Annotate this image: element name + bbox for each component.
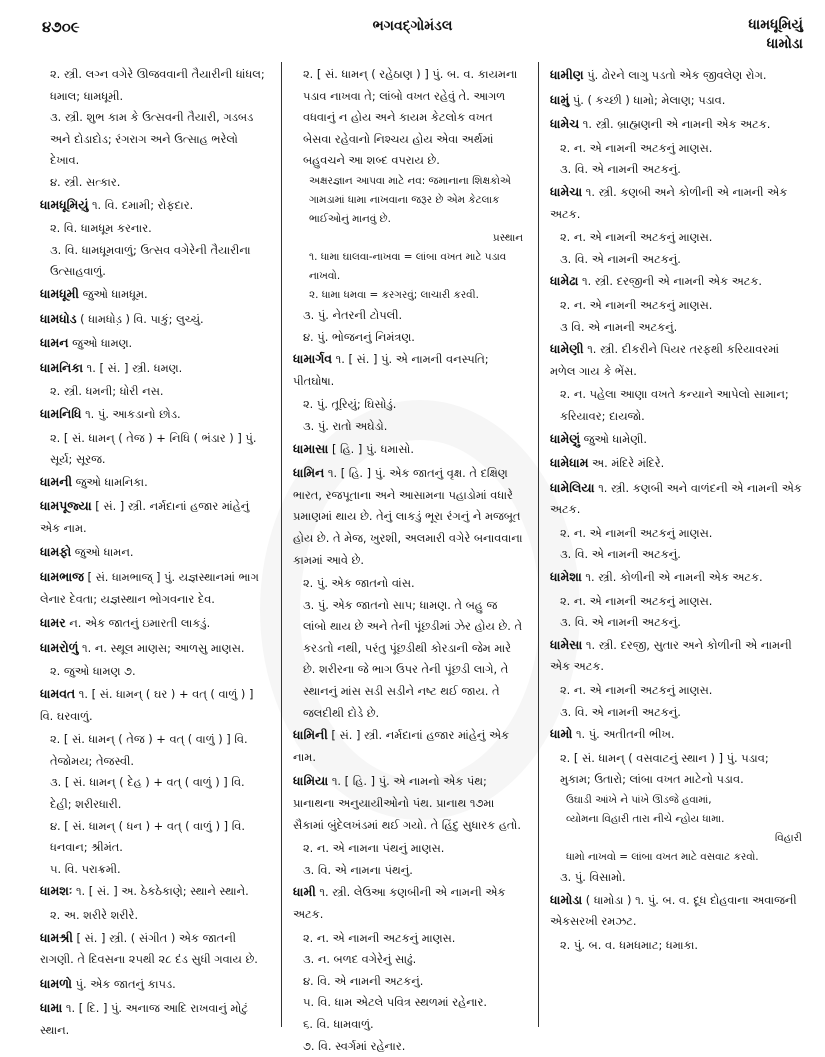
sense-definition: ૨. [ સં. ધામન્ ( તેજ ) + નિધિ ( ભંડાર ) ] પું. સૂર્ય; સૂરજ. (50, 430, 257, 467)
sense-definition: ૨. ન. એ નામની અટકનું માણસ. (560, 230, 713, 245)
definition: ન. એક જાતનું ઇમારતી લાકડું. (65, 616, 211, 631)
column-right (550, 64, 802, 956)
sense-definition: ૩. વિ. એ નામની અટકનું. (560, 704, 681, 719)
sense-definition: ૪. પું. ભોજનનું નિમંત્રણ. (303, 329, 415, 344)
dictionary-entry (40, 973, 265, 996)
sense-definition: ૩. વિ. ધામધૂમવાળું; ઉત્સવ વગેરેની તૈયારીના ઉત્સાહવાળું. (50, 242, 251, 279)
definition: પું. ( કચ્છી ) ધામો; મેલાણ; પડાવ. (569, 92, 726, 107)
dictionary-entry (40, 283, 265, 306)
headword: ધામું (550, 91, 570, 107)
dictionary-entry (40, 927, 265, 971)
dictionary-entry (293, 770, 523, 836)
headword: ધામેશા (550, 569, 582, 585)
headword: ધામપૂજ્યા (40, 498, 92, 514)
dictionary-entry (293, 881, 523, 925)
sense-definition: ૨. જુઓ ધામણ ૭. (50, 664, 136, 679)
sense-definition: ૨. ન. એ નામની અટકનું માણસ. (560, 297, 713, 312)
dictionary-entry (550, 270, 802, 293)
usage-quote: અક્ષરજ્ઞાન આપવા માટે નવ: જમાનાના શિક્ષકોએ ગામડામાં ધામા નાખવાના જરૂર છે એમ કેટલાક ભાઈઓનું માનવું છે. (309, 174, 511, 225)
definition: જુઓ ધામણ. (68, 336, 133, 351)
column-divider (538, 62, 539, 1027)
column-middle (293, 64, 523, 1057)
sense-definition: ૩. પું. રાતો અઘેડો. (303, 418, 388, 433)
dictionary-entry (293, 438, 523, 461)
dictionary-entry (550, 477, 802, 521)
definition: ૧. પું. આકડાનો છોડ. (81, 406, 181, 421)
headword: ધામધૂમિયું (40, 196, 89, 212)
headword: ધામિની (293, 727, 328, 743)
headword: ધામન (40, 335, 69, 351)
dictionary-entry (40, 880, 265, 903)
headword: ધામેઢા (550, 273, 579, 289)
sense-definition: ૪. સ્ત્રી. સત્કાર. (50, 174, 121, 189)
sense-definition: ૨. [ સં. ધામન્ ( તેજ ) + વત્ ( વાળું ) ] વિ. તેજોમય; તેજસ્વી. (50, 732, 248, 768)
definition: જુઓ ધામેણી. (580, 431, 648, 446)
sense-definition: ૩. વિ. એ નામની અટકનું. (560, 251, 681, 266)
quote-source: વિહારી (774, 832, 802, 844)
headword: ધામોડા (550, 891, 583, 907)
headword: ધામેણું (550, 430, 581, 446)
dictionary-entry (40, 194, 265, 217)
sense-definition: ૨. પું. બ. વ. ધમધમાટ; ધમાકા. (560, 937, 699, 952)
sense-definition: ૨. સ્ત્રી. લગ્ન વગેરે ઊજવવાની તૈયારીની ધાંધલ; ધમાલ; ધામધૂમી. (50, 67, 265, 103)
definition: ( ધામોડા ) ૧. પું. બ. વ. દૂધ દોહવાના અવાજની એકસરખી રમઝટ. (550, 892, 797, 929)
definition: ૧. સ્ત્રી. દીકરીને પિયર તરફથી કરિયાવરમાં મળેલ ગાય કે ભેંસ. (550, 342, 780, 378)
sense-definition: ૪. વિ. એ નામની અટકનું. (303, 973, 424, 988)
definition: [ હિ. ] પું. ધમાસો. (328, 441, 414, 456)
dictionary-entry (40, 495, 265, 539)
sense-definition: ૩. વિ. એ નામની અટકનું. (560, 547, 681, 562)
dictionary-entry (40, 403, 265, 426)
headword: ધામેચ (550, 116, 580, 132)
sense-definition: ૨. ન. એ નામની અટકનું માણસ. (560, 683, 713, 698)
headword: ધામાર્ગવ (293, 351, 333, 367)
headword: ધામો (550, 726, 573, 742)
definition: [ સં. ] સ્ત્રી. નર્મદાનાં હજાર માંહેનું એક નામ. (293, 728, 510, 764)
column-divider (281, 62, 282, 1027)
column-left (40, 64, 265, 1044)
quote-source: પ્રસ્થાન (492, 231, 523, 244)
sense-definition: ૩. પું. નેતરની ટોપલી. (303, 307, 403, 322)
sense-definition: ૨. [ સં. ધામન્ ( રહેઠાણ ) ] પું. બ. વ. કાયમના પડાવ નાખવા તે; લાંબો વખત રહેવું તે. આગળ વધવાનું ન હોય અને કાયમ કેટલોક વખત બેસવા રહેવાનો નિશ્ચય હોય એવા અર્થમાં બહુવચને આ શબ્દ વપરાય છે. (303, 67, 518, 168)
headword: ધામનિધિ (40, 405, 82, 421)
page-header (0, 0, 825, 60)
usage-quote: ધામો નાખવો = લાંબા વખત માટે વસવાટ કરવો. (566, 851, 759, 863)
definition: પું. એક જાતનું કાપડ. (71, 976, 176, 991)
sense-definition: ૩. વિ. એ નામની અટકનું. (560, 615, 681, 630)
definition: ( ધામધોડ઼ ) વિ. પાકું; લુચ્ચું. (76, 311, 204, 326)
definition: [ સં. ] સ્ત્રી. ( સંગીત ) એક જાતની રાગણી. તે દિવસના ૨૫થી ૨૮ દંડ સુધી ગવાય છે. (40, 930, 258, 967)
dictionary-entry (40, 357, 265, 380)
headword: ધામાસા (293, 440, 329, 456)
definition: [ સં. ] સ્ત્રી. નર્મદાનાં હજાર માંહેનું એક નામ. (40, 499, 250, 535)
definition: જુઓ ધામનિકા. (72, 474, 148, 489)
dictionary-entry (550, 113, 802, 136)
usage-quote: વ્યોમના વિહારી તારા નીચે ન્હોય ધામા. (566, 813, 725, 825)
headword: ધામશ્રી (40, 929, 73, 945)
dictionary-entry (40, 566, 265, 610)
definition: ૧. સ્ત્રી. કોળીની એ નામની એક અટક. (581, 570, 763, 585)
dictionary-entry (550, 181, 802, 225)
definition: ૧. [ હિ. ] પું. એ નામનો એક પંથ; પ્રાનાથના અનુયાયીઓનો પંથ. પ્રાનાથ ૧૭મા સૈકામાં બુંદેલખંડમાં થઈ ગયો. તે હિંદુ સુધારક હતો. (293, 774, 521, 832)
sense-definition: ૨. ન. પહેલા આણા વખતે કન્યાને આપેલો સામાન; કરિયાવર; દાયજો. (560, 387, 789, 423)
sense-definition: ૨. ન. એ નામની અટકનું માણસ. (560, 525, 713, 540)
dictionary-entry (550, 428, 802, 451)
sense-definition: ૨. [ સં. ધામન્ ( વસવાટનું સ્થાન ) ] પું. પડાવ; મુકામ; ઉતારો; લાંબા વખત માટેનો પડાવ. (560, 750, 769, 787)
headword: ધામશઃ (40, 883, 73, 899)
sense-definition: ૨. ન. એ નામની અટકનું માણસ. (560, 140, 713, 155)
headword: ધામી (293, 884, 316, 900)
guide-word-first: ધામધૂમિયું (748, 17, 803, 33)
dictionary-entry (40, 612, 265, 635)
sense-definition: ૩. વિ. એ નામના પંથનું. (303, 862, 413, 877)
definition: ૧. [ હિ. ] પું. એક જાતનું વૃક્ષ. તે દક્ષિણ ભારત, રજપૂતાના અને આસામના પહાડોમાં વધારે પ્રમાણમાં થાય છે. તેનું લાકડું ભૂરા રંગનું ને મજબૂત હોય છે. તે મેજ, ખુરશી, અલમારી વગેરે બનાવવાના કામમાં આવે છે. (293, 466, 523, 567)
sense-definition: ૨. સ્ત્રી. ધમની; ધોરી નસ. (50, 384, 164, 399)
running-title: ભગવદ્ગોમંડલ (372, 18, 453, 34)
dictionary-entry (40, 683, 265, 727)
definition: ૧. [ સં. ] સ્ત્રી. ધમણ. (83, 360, 183, 375)
headword: ધામધૂમી (40, 285, 79, 301)
sense-definition: ૩ વિ. એ નામની અટકનું. (560, 319, 678, 334)
dictionary-entry (550, 338, 802, 382)
headword: ધામભાજ (40, 569, 84, 585)
headword: ધામનિકા (40, 359, 84, 375)
usage-quote: ૧. ધામા ઘાલવા-નાખવા = લાંબા વખત માટે પડાવ નાખવો. (309, 250, 507, 282)
sense-definition: ૩. ન. બળદ વગેરેનું સાઢું. (303, 952, 417, 967)
definition: ૧. સ્ત્રી. દરજી, સુતાર અને કોળીની એ નામની એક અટક. (550, 637, 792, 674)
definition: ૧. [ સં. ધામન્ ( ઘર ) + વત્ ( વાળું ) ] વિ. ઘરવાળું. (40, 687, 254, 723)
sense-definition: ૫. વિ. પરાક્રમી. (50, 861, 121, 876)
dictionary-entry (550, 634, 802, 678)
definition: ૧. વિ. દમામી; રોફદાર. (88, 197, 194, 212)
headword: ધામીણ (550, 67, 584, 82)
definition: ૧. સ્ત્રી. કણબી અને વાળંદની એ નામની એક અટક. (550, 480, 802, 517)
dictionary-entry (40, 471, 265, 494)
headword: ધામેચા (550, 183, 583, 199)
definition: ૧. સ્ત્રી. લેઉઆ કણબીની એ નામની એક અટક. (293, 885, 506, 921)
guide-words (748, 16, 803, 54)
headword: ધામિયા (293, 773, 329, 789)
sense-definition: ૨. વિ. ધામધૂમ કરનાર. (50, 221, 152, 236)
guide-word-last: ધામોડા (766, 36, 803, 52)
sense-definition: ૨. પું. તૂરિયું; ઘિસોડું. (303, 397, 397, 412)
definition: ૧. [ સં. ] પું. એ નામની વનસ્પતિ; પીતઘોષા. (293, 352, 489, 388)
definition: ૧. [ દિ. ] પું. અનાજ આદિ રાખવાનું મોટું સ્થાન. (40, 1001, 248, 1037)
definition: અ. મંદિરે મંદિરે. (588, 456, 665, 471)
sense-definition: ૨. પું. એક જાતનો વાંસ. (303, 576, 415, 591)
definition: જુઓ ધામધૂમ. (78, 286, 148, 301)
dictionary-entry (40, 541, 265, 564)
headword: ધામર (40, 615, 66, 631)
headword: ધામરોળું (40, 639, 79, 655)
definition: ૧. પું. અતીતની ભીખ. (572, 727, 675, 742)
sense-definition: ૩. પું. વિસામો. (560, 870, 626, 884)
dictionary-entry (293, 348, 523, 392)
headword: ધામધોડ (40, 310, 77, 326)
definition: જુઓ ધામન. (71, 545, 134, 560)
headword: ધામવત (40, 686, 76, 702)
sense-definition: ૩. પું. એક જાતનો સાપ; ધામણ. તે બહુ જ લાંબો થાય છે અને તેની પૂંછડીમાં ઝેર હોય છે. તે કરડતો નથી, પરંતુ પૂંછડીથી કોરડાની જેમ મારે છે. શરીરના જે ભાગ ઉપર તેની પૂંછડી લાગે, તે સ્થાનનું માંસ સડી સડીને નષ્ટ થઈ જાય. તે જલદીથી દોડે છે. (303, 597, 522, 720)
sense-definition: ૨. ન. એ નામના પંથનું માણસ. (303, 841, 445, 856)
sense-definition: ૨. ન. એ નામની અટકનું માણસ. (303, 930, 456, 945)
definition: ૧. ન. સ્થૂલ માણસ; આળસુ માણસ. (78, 640, 245, 655)
sense-definition: ૩. [ સં. ધામન્ ( દેહ ) + વત્ ( વાળું ) ] વિ. દેહી; શરીરધારી. (50, 775, 245, 811)
dictionary-entry (40, 308, 265, 331)
dictionary-entry (550, 64, 802, 87)
definition: ૧. સ્ત્રી. કણબી અને કોળીની એ નામની એક અટક. (550, 184, 788, 221)
sense-definition: ૫. વિ. ધામ એટલે પવિત્ર સ્થળમાં રહેનાર. (303, 995, 487, 1010)
headword: ધામેણી (550, 341, 584, 357)
headword: ધામેધામ (550, 455, 589, 471)
headword: ધામફો (40, 544, 72, 560)
definition: ૧. [ સં. ] અ. ઠેકઠેકાણે; સ્થાને સ્થાને. (72, 884, 249, 899)
dictionary-entry (40, 637, 265, 660)
dictionary-entry (550, 89, 802, 112)
dictionary-entry (293, 724, 523, 768)
definition: પું. ઢોરને લાગુ પડતો એક જીવલેણ રોગ. (583, 68, 767, 82)
dictionary-entry (550, 889, 802, 933)
headword: ધામળો (40, 975, 72, 991)
sense-definition: ૭. વિ. સ્વર્ગમાં રહેનાર. (303, 1038, 406, 1053)
dictionary-entry (40, 332, 265, 355)
sense-definition: ૬. વિ. ધામવાળું. (303, 1016, 374, 1031)
dictionary-entry (550, 723, 802, 746)
usage-quote: ઉઘાડી આંખે ને પાંખે ઊડજે હવામાં, (566, 794, 712, 806)
sense-definition: ૪. [ સં. ધામન્ ( ધન ) + વત્ ( વાળું ) ] વિ. ધનવાન; શ્રીમંત. (50, 818, 245, 855)
page-number: ૪૭૦૯ (42, 18, 80, 36)
dictionary-entry (293, 462, 523, 571)
headword: ધામેલિયા (550, 479, 595, 495)
headword: ધામિન (293, 465, 325, 481)
headword: ધામેસા (550, 636, 583, 652)
sense-definition: ૨. ન. એ નામની અટકનું માણસ. (560, 593, 713, 608)
definition: ૧. સ્ત્રી. દરજીની એ નામની એક અટક. (578, 274, 763, 289)
usage-quote: ૨. ધામા ધમવા = કરગરવું; લાચારી કરવી. (309, 288, 479, 301)
sense-definition: ૨. અ. શરીરે શરીરે. (50, 907, 139, 922)
dictionary-entry (40, 997, 265, 1041)
headword: ધામા (40, 1000, 63, 1016)
sense-definition: ૩. સ્ત્રી. શુભ કામ કે ઉત્સવની તૈયારી, ગડબડ અને દોડાદોડ; રંગરાગ અને ઉત્સાહ ભરેલો દેખાવ. (50, 110, 254, 168)
headword: ધામની (40, 473, 72, 489)
dictionary-entry (550, 452, 802, 475)
sense-definition: ૩. વિ. એ નામની અટકનું. (560, 162, 681, 177)
definition: ૧. સ્ત્રી. બ્રાહ્મણની એ નામની એક અટક. (579, 117, 771, 132)
dictionary-entry (550, 566, 802, 589)
definition: [ સં. ધામભાજ્ ] પું. યજ્ઞસ્થાનમાં ભાગ લેનાર દેવતા; યજ્ઞસ્થાન ભોગવનાર દેવ. (40, 570, 259, 606)
